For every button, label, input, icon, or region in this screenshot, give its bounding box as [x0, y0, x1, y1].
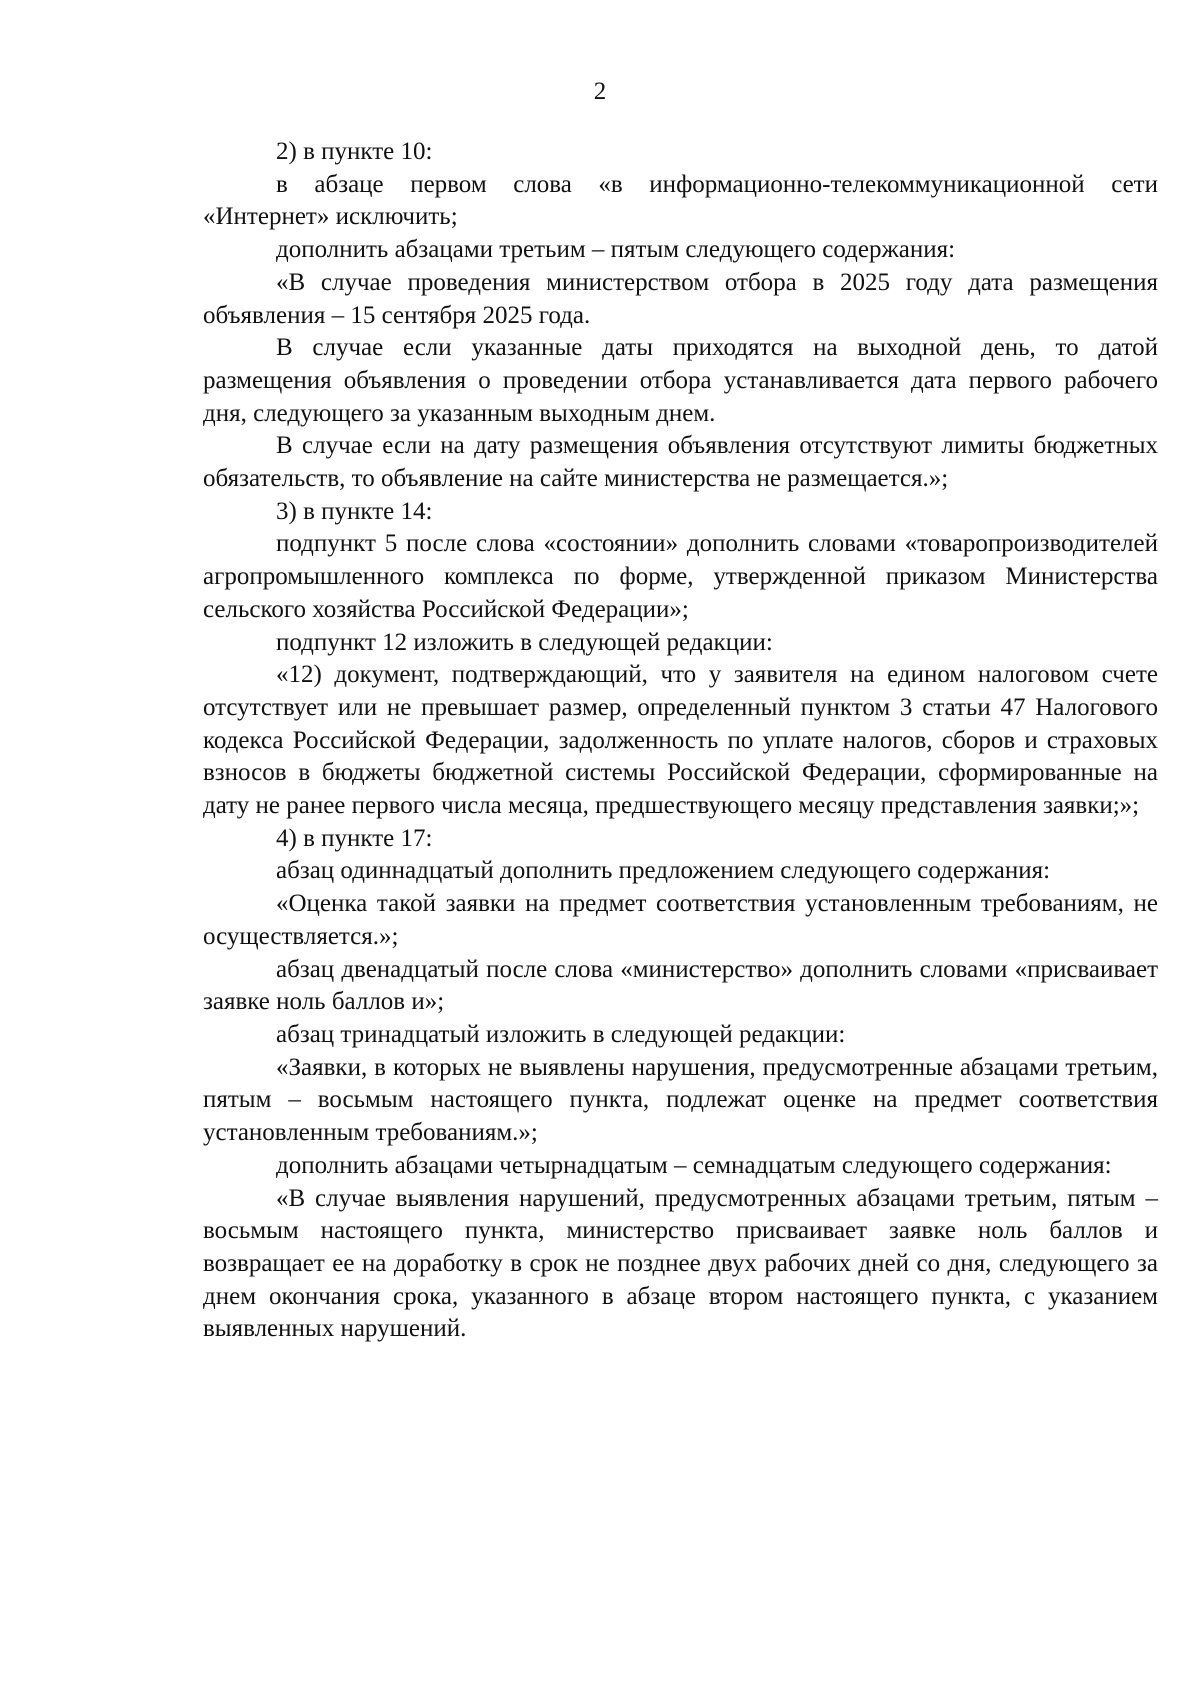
paragraph: «Оценка такой заявки на предмет соответствия установленным требованиям, не осуществляется.»;	[203, 890, 1158, 950]
paragraph: абзац одиннадцатый дополнить предложением следующего содержания:	[276, 857, 1051, 885]
paragraph: 4) в пункте 17:	[276, 824, 433, 852]
paragraph: «В случае выявления нарушений, предусмотренных абзацами третьим, пятым – восьмым настоящего пункта, министерство присваивает заявке ноль баллов и возвращает ее на доработку в срок не позднее двух рабочих дней со дня, следующего за днем окончания срока, указанного в абзаце втором настоящего пункта, с указанием выявленных нарушений.	[203, 1184, 1158, 1343]
document-body	[203, 136, 1158, 1346]
paragraph: подпункт 5 после слова «состоянии» дополнить словами «товаропроизводителей агропромышленного комплекса по форме, утвержденной приказом Министерства сельского хозяйства Российской Федерации»;	[203, 530, 1158, 623]
paragraph: «Заявки, в которых не выявлены нарушения, предусмотренные абзацами третьим, пятым – восьмым настоящего пункта, подлежат оценке на предмет соответствия установленным требованиям.»;	[203, 1053, 1158, 1147]
paragraph: подпункт 12 изложить в следующей редакции:	[276, 628, 773, 656]
paragraph: 2) в пункте 10:	[276, 138, 433, 165]
paragraph: в абзаце первом слова «в информационно-телекоммуникационной сети «Интернет» исключить;	[203, 170, 1158, 231]
page-number: 2	[593, 78, 607, 105]
paragraph: В случае если на дату размещения объявления отсутствуют лимиты бюджетных обязательств, то объявление на сайте министерства не размещается.»;	[203, 432, 1158, 493]
paragraph: В случае если указанные даты приходятся на выходной день, то датой размещения объявления о проведении отбора устанавливается дата первого рабочего дня, следующего за указанным выходным днем.	[203, 334, 1158, 427]
paragraph: дополнить абзацами третьим – пятым следующего содержания:	[276, 236, 956, 264]
paragraph: дополнить абзацами четырнадцатым – семнадцатым следующего содержания:	[276, 1151, 1112, 1179]
paragraph: 3) в пункте 14:	[276, 497, 433, 525]
paragraph: «В случае проведения министерством отбора в 2025 году дата размещения объявления – 15 сентября 2025 года.	[203, 268, 1158, 329]
paragraph: абзац двенадцатый после слова «министерство» дополнить словами «присваивает заявке ноль баллов и»;	[203, 955, 1158, 1016]
paragraph: «12) документ, подтверждающий, что у заявителя на едином налоговом счете отсутствует или не превышает размер, определенный пунктом 3 статьи 47 Налогового кодекса Российской Федерации, задолженность по уплате налогов, сборов и страховых взносов в бюджеты бюджетной системы Российской Федерации, сформированные на дату не ранее первого числа месяца, предшествующего месяцу представления заявки;»;	[203, 661, 1158, 820]
paragraph: абзац тринадцатый изложить в следующей редакции:	[276, 1020, 846, 1048]
